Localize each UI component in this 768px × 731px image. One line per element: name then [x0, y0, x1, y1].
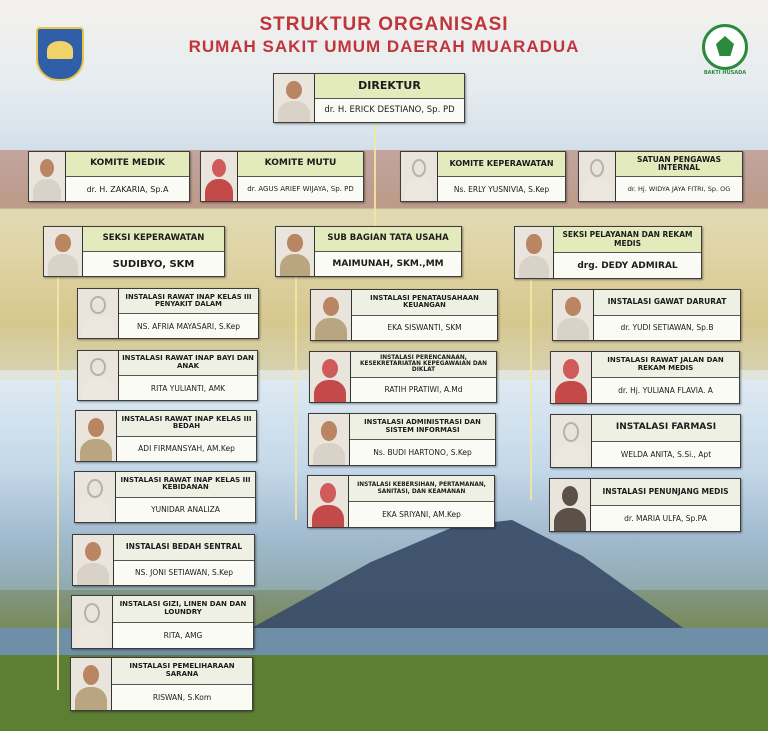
installation-box — [309, 351, 497, 403]
installation-box — [307, 475, 495, 528]
director-name: dr. H. ERICK DESTIANO, Sp. PD — [315, 99, 464, 123]
installation-head: NS. JONI SETIAWAN, S.Kep — [114, 561, 254, 586]
installation-unit: INSTALASI ADMINISTRASI DAN SISTEM INFORMASI — [350, 414, 495, 440]
committee-box — [28, 151, 190, 202]
installation-box — [549, 478, 741, 532]
committee-unit: KOMITE KEPERAWATAN — [438, 152, 565, 177]
installation-unit: INSTALASI GAWAT DARURAT — [594, 290, 740, 316]
installation-photo — [553, 290, 594, 340]
installation-box — [72, 534, 255, 586]
installation-photo — [73, 535, 114, 585]
installation-unit: INSTALASI PENATAUSAHAAN KEUANGAN — [352, 290, 497, 316]
installation-head: Ns. BUDI HARTONO, S.Kep — [350, 440, 495, 465]
installation-unit: INSTALASI PENUNJANG MEDIS — [591, 479, 740, 506]
committee-box — [400, 151, 566, 202]
installation-unit: INSTALASI GIZI, LINEN DAN DAN LOUNDRY — [113, 596, 253, 623]
installation-unit: INSTALASI KEBERSIHAN, PERTAMANAN, SANITASI, DAN KEAMANAN — [349, 476, 494, 502]
installation-unit: INSTALASI RAWAT INAP KELAS III PENYAKIT DALAM — [119, 289, 258, 314]
installation-box — [77, 350, 258, 401]
section-box — [43, 226, 225, 277]
section-name: MAIMUNAH, SKM.,MM — [315, 252, 461, 276]
connector-line — [295, 250, 297, 520]
installation-box — [74, 471, 256, 523]
section-name: SUDIBYO, SKM — [83, 252, 224, 276]
installation-photo — [311, 290, 352, 340]
connector-line — [530, 250, 532, 500]
installation-box — [71, 595, 254, 649]
installation-head: RISWAN, S.Kom — [112, 685, 252, 711]
committee-name: Ns. ERLY YUSNIVIA, S.Kep — [438, 177, 565, 201]
chart-subtitle: RUMAH SAKIT UMUM DAERAH MUARADUA — [188, 37, 580, 56]
installation-box — [550, 351, 740, 404]
installation-photo — [78, 351, 119, 400]
committee-photo — [201, 152, 238, 201]
installation-photo — [71, 658, 112, 710]
installation-unit: INSTALASI BEDAH SENTRAL — [114, 535, 254, 561]
installation-head: WELDA ANITA, S.Si., Apt — [592, 442, 740, 468]
section-box — [514, 226, 702, 279]
section-unit: SEKSI PELAYANAN DAN REKAM MEDIS — [554, 227, 701, 253]
installation-photo — [76, 411, 117, 461]
logo-caption: BAKTI HUSADA — [703, 70, 747, 76]
installation-head: RITA, AMG — [113, 623, 253, 649]
installation-box — [552, 289, 741, 341]
committee-name: dr. Hj. WIDYA JAYA FITRI, Sp. OG — [616, 177, 742, 201]
installation-photo — [72, 596, 113, 648]
installation-photo — [551, 415, 592, 467]
committee-photo — [401, 152, 438, 201]
section-box — [275, 226, 462, 277]
committee-name: dr. H. ZAKARIA, Sp.A — [66, 177, 189, 201]
committee-unit: KOMITE MEDIK — [66, 152, 189, 177]
committee-name: dr. AGUS ARIEF WIJAYA, Sp. PD — [238, 177, 363, 201]
installation-head: ADI FIRMANSYAH, AM.Kep — [117, 437, 256, 462]
installation-head: dr. MARIA ULFA, Sp.PA — [591, 506, 740, 532]
installation-head: EKA SISWANTI, SKM — [352, 316, 497, 341]
committee-unit: KOMITE MUTU — [238, 152, 363, 177]
chart-title: STRUKTUR ORGANISASI — [259, 14, 509, 35]
installation-unit: INSTALASI RAWAT INAP BAYI DAN ANAK — [119, 351, 257, 376]
connector-line — [374, 123, 376, 228]
section-name: drg. DEDY ADMIRAL — [554, 253, 701, 278]
section-unit: SUB BAGIAN TATA USAHA — [315, 227, 461, 252]
installation-box — [550, 414, 741, 468]
director-photo — [274, 74, 315, 122]
section-photo — [276, 227, 315, 276]
installation-photo — [75, 472, 116, 522]
committee-photo — [29, 152, 66, 201]
installation-head: dr. Hj. YULIANA FLAVIA. A — [592, 378, 739, 403]
installation-unit: INSTALASI RAWAT INAP KELAS III KEBIDANAN — [116, 472, 255, 498]
installation-head: YUNIDAR ANALIZA — [116, 498, 255, 523]
installation-head: NS. AFRIA MAYASARI, S.Kep — [119, 314, 258, 338]
installation-box — [70, 657, 253, 711]
installation-head: RATIH PRATIWI, A.Md — [351, 378, 496, 403]
installation-photo — [551, 352, 592, 403]
installation-head: dr. YUDI SETIAWAN, Sp.B — [594, 316, 740, 341]
installation-box — [310, 289, 498, 341]
installation-photo — [309, 414, 350, 465]
installation-unit: INSTALASI RAWAT INAP KELAS III BEDAH — [117, 411, 256, 437]
regency-crest-icon — [36, 27, 84, 81]
section-unit: SEKSI KEPERAWATAN — [83, 227, 224, 252]
committee-box — [578, 151, 743, 202]
director-title: DIREKTUR — [315, 74, 464, 99]
installation-unit: INSTALASI FARMASI — [592, 415, 740, 442]
installation-box — [308, 413, 496, 466]
director-box — [273, 73, 465, 123]
installation-unit: INSTALASI PEMELIHARAAN SARANA — [112, 658, 252, 685]
committee-box — [200, 151, 364, 202]
ministry-of-health-icon — [702, 24, 748, 76]
committee-photo — [579, 152, 616, 201]
installation-photo — [310, 352, 351, 402]
installation-head: RITA YULIANTI, AMK — [119, 376, 257, 400]
installation-photo — [308, 476, 349, 527]
installation-unit: INSTALASI RAWAT JALAN DAN REKAM MEDIS — [592, 352, 739, 378]
committee-unit: SATUAN PENGAWAS INTERNAL — [616, 152, 742, 177]
installation-photo — [550, 479, 591, 531]
installation-box — [75, 410, 257, 462]
installation-unit: INSTALASI PERENCANAAN, KESEKRETARIATAN KEPEGAWAIAN DAN DIKLAT — [351, 352, 496, 378]
installation-head: EKA SRIYANI, AM.Kep — [349, 502, 494, 527]
connector-line — [57, 250, 59, 690]
section-photo — [515, 227, 554, 278]
installation-photo — [78, 289, 119, 338]
section-photo — [44, 227, 83, 276]
installation-box — [77, 288, 259, 339]
